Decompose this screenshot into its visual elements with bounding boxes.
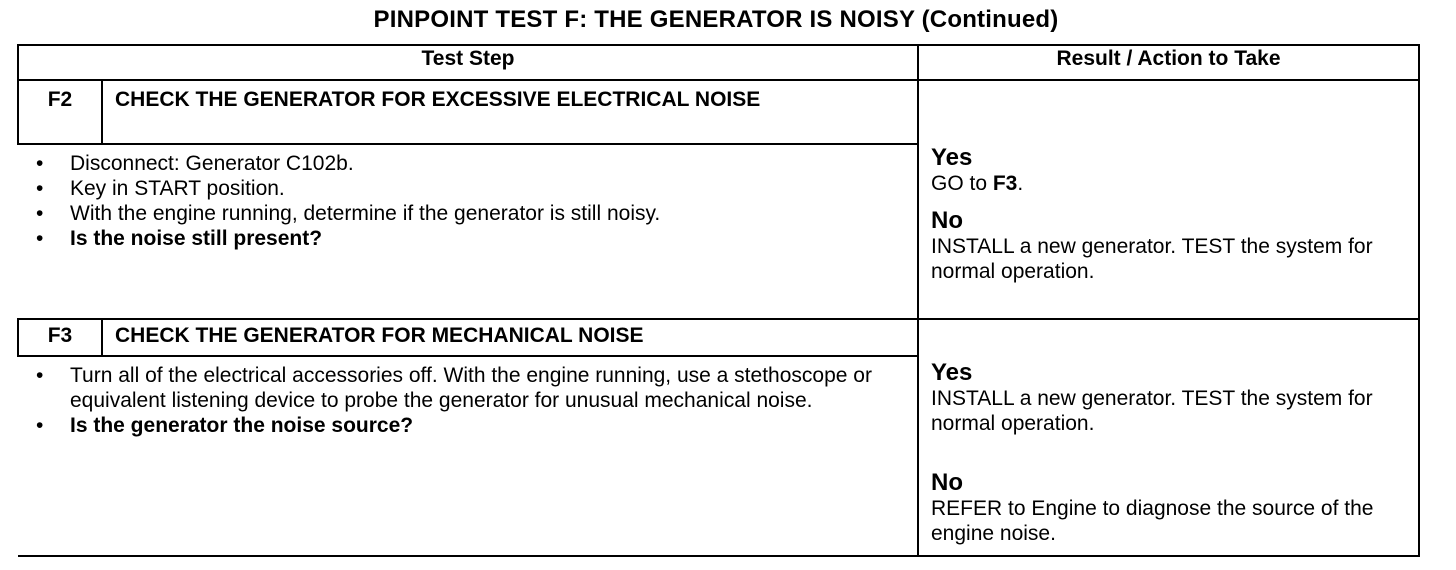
step-ref-f3: F3 bbox=[992, 172, 1018, 195]
list-item: • With the engine running, determine if the generator is still noisy. bbox=[48, 201, 907, 226]
yes-label-f3: Yes bbox=[931, 359, 973, 386]
no-label-f2: No bbox=[931, 207, 963, 234]
step-title-f3: CHECK THE GENERATOR FOR MECHANICAL NOISE bbox=[102, 319, 918, 356]
result-f3 bbox=[918, 319, 1419, 556]
step-content-f2 bbox=[18, 144, 918, 319]
list-item: • Disconnect: Generator C102b. bbox=[48, 151, 907, 176]
step-f2-question: • Is the noise still present? bbox=[48, 226, 907, 251]
no-label-f3: No bbox=[931, 469, 963, 496]
step-id-f3: F3 bbox=[18, 319, 102, 356]
step-id-f2: F2 bbox=[18, 80, 102, 144]
page-title: PINPOINT TEST F: THE GENERATOR IS NOISY (Continued) bbox=[373, 6, 1059, 33]
yes-action-f2 bbox=[931, 171, 1408, 196]
result-header: Result / Action to Take bbox=[918, 45, 1419, 80]
list-item: • Key in START position. bbox=[48, 176, 907, 201]
result-f2 bbox=[918, 80, 1419, 319]
step-f2-title-row bbox=[18, 80, 1419, 144]
yes-action-f3: INSTALL a new generator. TEST the system for normal operation. bbox=[931, 387, 1373, 435]
no-action-f2: INSTALL a new generator. TEST the system for normal operation. bbox=[931, 235, 1373, 283]
step-f3-question: • Is the generator the noise source? bbox=[48, 413, 907, 438]
step-content-f3 bbox=[18, 356, 918, 556]
yes-action-f2-text: GO to bbox=[931, 172, 993, 195]
step-title-f2: CHECK THE GENERATOR FOR EXCESSIVE ELECTRICAL NOISE bbox=[102, 80, 918, 144]
yes-label-f2: Yes bbox=[931, 144, 973, 171]
pinpoint-test-table bbox=[17, 44, 1420, 557]
step-f2-bullets bbox=[18, 151, 907, 251]
no-action-f3: REFER to Engine to diagnose the source of the engine noise. bbox=[931, 497, 1374, 545]
list-item: • Turn all of the electrical accessories off. With the engine running, use a stethoscope or equivalent listening device to probe the generator for unusual mechanical noise. bbox=[48, 363, 907, 413]
yes-action-f2-suffix: . bbox=[1017, 172, 1024, 195]
table-header-row bbox=[18, 45, 1419, 80]
step-f3-title-row bbox=[18, 319, 1419, 356]
test-step-header: Test Step bbox=[18, 45, 918, 80]
step-f3-bullets bbox=[18, 363, 907, 438]
